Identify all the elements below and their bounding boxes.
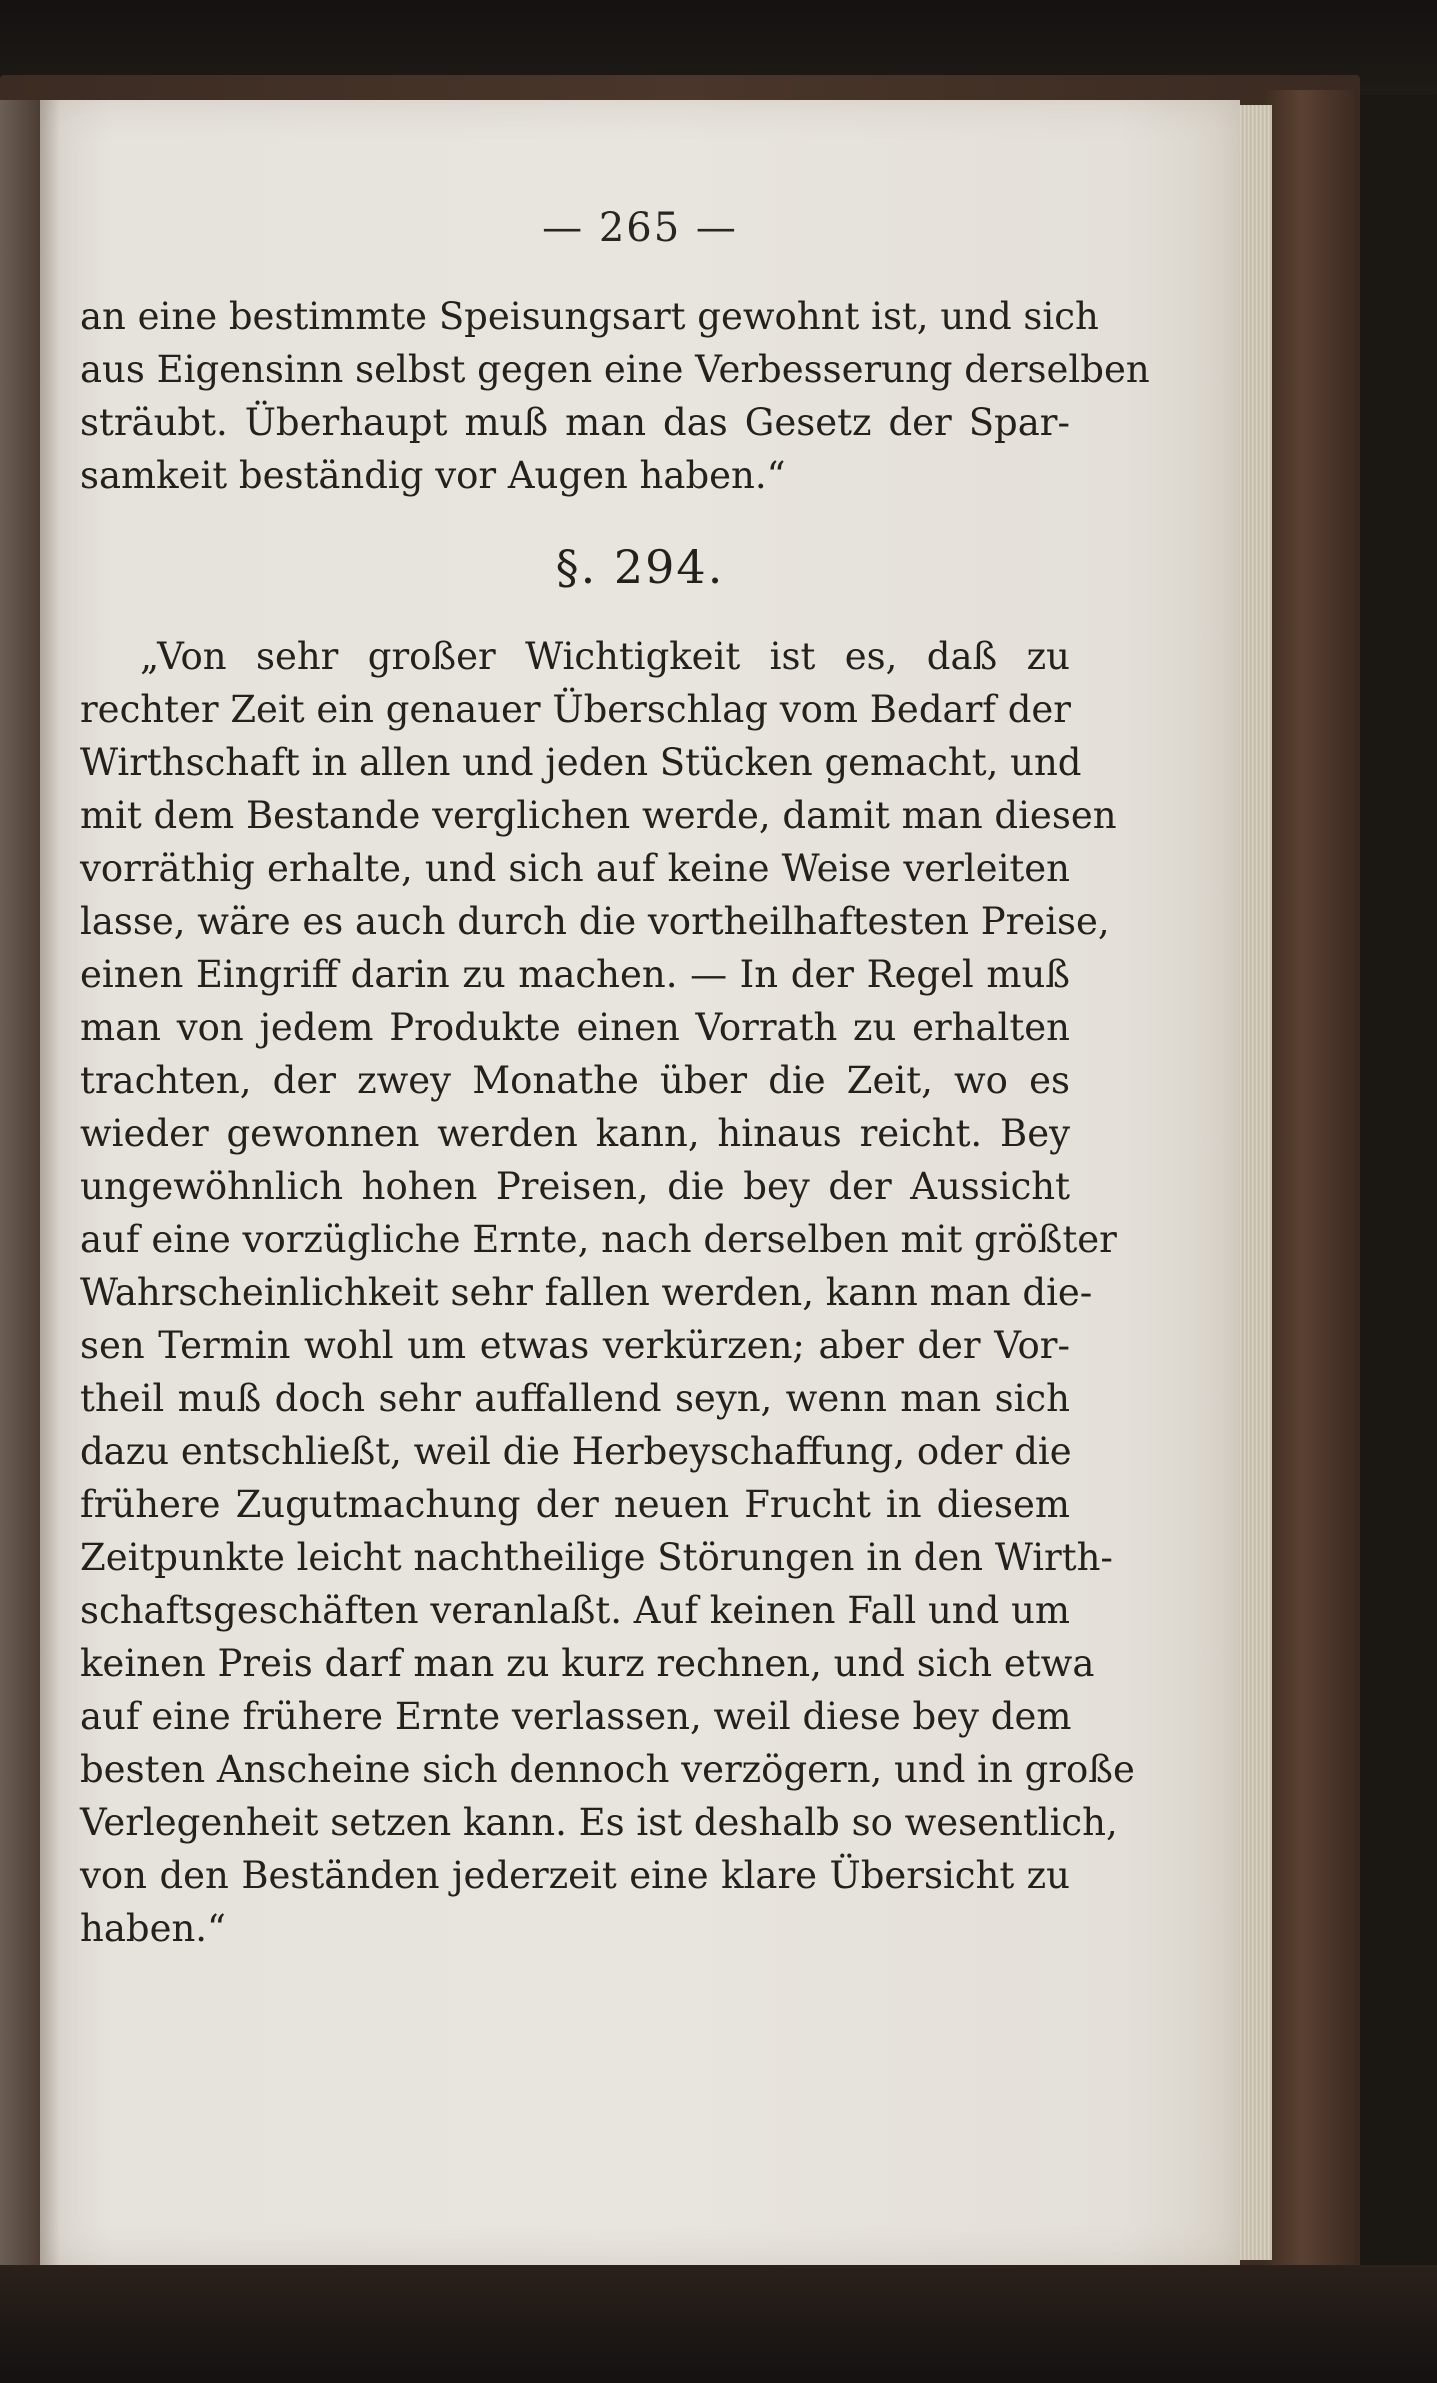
text-line: mit dem Bestande verglichen werde, damit man diesen	[80, 794, 1117, 837]
text-line: aus Eigensinn selbst gegen eine Verbesserung derselben	[80, 348, 1150, 391]
text-line: „Von sehr großer Wichtigkeit ist es, daß zu	[140, 635, 1070, 678]
text-line: trachten, der zwey Monathe über die Zeit, wo es	[80, 1059, 1070, 1102]
text-line: frühere Zugutmachung der neuen Frucht in diesem	[80, 1483, 1070, 1526]
text-line: man von jedem Produkte einen Vorrath zu erhalten	[80, 1006, 1070, 1049]
text-line: sen Termin wohl um etwas verkürzen; aber der Vor-	[80, 1324, 1070, 1367]
section-heading: §. 294.	[555, 540, 725, 594]
text-line: sträubt. Überhaupt muß man das Gesetz der Spar-	[80, 401, 1070, 444]
text-line: von den Beständen jederzeit eine klare Übersicht zu	[80, 1854, 1070, 1897]
text-line: an eine bestimmte Speisungsart gewohnt ist, und sich	[80, 295, 1099, 338]
background-bottom	[0, 2265, 1437, 2383]
text-line: einen Eingriff darin zu machen. — In der Regel muß	[80, 953, 1070, 996]
text-line: besten Anscheine sich dennoch verzögern, und in große	[80, 1748, 1135, 1791]
text-line: samkeit beständig vor Augen haben.“	[80, 454, 786, 497]
paragraph-continuation	[80, 290, 1150, 502]
page-number-header: — 265 —	[542, 205, 738, 251]
text-line: vorräthig erhalte, und sich auf keine Weise verleiten	[80, 847, 1070, 890]
text-line: Verlegenheit setzen kann. Es ist deshalb so wesentlich,	[80, 1801, 1118, 1844]
text-line: auf eine frühere Ernte verlassen, weil diese bey dem	[80, 1695, 1072, 1738]
text-line: wieder gewonnen werden kann, hinaus reicht. Bey	[80, 1112, 1070, 1155]
text-line: lasse, wäre es auch durch die vortheilhaftesten Preise,	[80, 900, 1110, 943]
text-line: keinen Preis darf man zu kurz rechnen, und sich etwa	[80, 1642, 1095, 1685]
text-line: dazu entschließt, weil die Herbeyschaffung, oder die	[80, 1430, 1072, 1473]
text-line: Zeitpunkte leicht nachtheilige Störungen in den Wirth-	[80, 1536, 1113, 1579]
text-line: schaftsgeschäften veranlaßt. Auf keinen Fall und um	[80, 1589, 1070, 1632]
text-line: Wirthschaft in allen und jeden Stücken gemacht, und	[80, 741, 1082, 784]
text-line: ungewöhnlich hohen Preisen, die bey der Aussicht	[80, 1165, 1070, 1208]
text-line: rechter Zeit ein genauer Überschlag vom Bedarf der	[80, 688, 1071, 731]
text-line: Wahrscheinlichkeit sehr fallen werden, kann man die-	[80, 1271, 1093, 1314]
text-line: haben.“	[80, 1907, 226, 1950]
book-cover-edge	[1265, 90, 1355, 2280]
paragraph-section-294	[80, 630, 1135, 1955]
text-line: theil muß doch sehr auffallend seyn, wenn man sich	[80, 1377, 1070, 1420]
text-line: auf eine vorzügliche Ernte, nach derselben mit größter	[80, 1218, 1117, 1261]
gutter-shadow	[0, 100, 60, 2265]
